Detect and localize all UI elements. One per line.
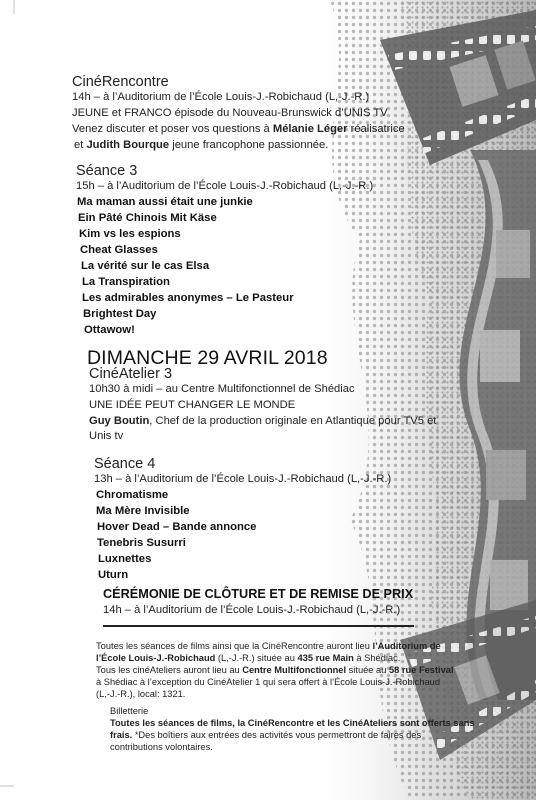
- film-title: Chromatisme: [96, 489, 169, 501]
- billetterie-label: Billetterie: [110, 706, 149, 716]
- film-title: La Transpiration: [82, 276, 170, 288]
- seance3-title: Séance 3: [76, 163, 138, 179]
- film-title: Les admirables anonymes – Le Pasteur: [82, 292, 294, 304]
- ceremonie-title: CÉRÉMONIE DE CLÔTURE ET DE REMISE DE PRIX: [103, 587, 414, 601]
- billetterie-line3: contributions volontaires.: [110, 742, 213, 752]
- film-title: La vérité sur le cas Elsa: [81, 260, 210, 272]
- film-title: Uturn: [98, 569, 129, 581]
- film-title: Ma Mère Invisible: [96, 505, 190, 517]
- cineatelier3-guest-cont: Unis tv: [89, 430, 124, 442]
- cineatelier3-guest: Guy Boutin, Chef de la production originale en Atlantique pour TV5 et: [89, 415, 437, 427]
- film-title: Hover Dead – Bande annonce: [97, 521, 257, 533]
- cinerencontre-description: JEUNE et FRANCO épisode du Nouveau-Brunswick d’UNIS TV: [72, 107, 388, 119]
- cineatelier3-topic: UNE IDÉE PEUT CHANGER LE MONDE: [89, 399, 296, 411]
- note-venue-ateliers: Tous les cinéAteliers auront lieu au Centre Multifonctionnel située au 58 rue Festival: [96, 665, 454, 675]
- film-title: Tenebris Susurri: [97, 537, 186, 549]
- cinerencontre-guests-line1: Venez discuter et poser vos questions à Mélanie Léger réalisatrice: [72, 123, 405, 135]
- guest-guy-boutin: Guy Boutin: [89, 415, 150, 427]
- film-title: Ein Pâté Chinois Mit Käse: [78, 212, 217, 224]
- guest-judith-bourque: Judith Bourque: [86, 139, 170, 151]
- cinerencontre-time-place: 14h – à l’Auditorium de l’École Louis-J.-Robichaud (L,-J.-R.): [72, 91, 370, 103]
- billetterie-line1: Toutes les séances de films, la CinéRencontre et les CinéAteliers sont offerts sans: [110, 718, 475, 728]
- cinerencontre-title: CinéRencontre: [72, 74, 169, 90]
- day-heading: DIMANCHE 29 AVRIL 2018: [87, 347, 328, 369]
- note-venue-ateliers-local: (L,-J.-R.), local: 1321.: [96, 689, 186, 699]
- cinerencontre-guests-line2: et Judith Bourque jeune francophone passionnée.: [74, 139, 329, 151]
- film-title: Ma maman aussi était une junkie: [77, 196, 253, 208]
- film-title: Ottawow!: [84, 324, 135, 336]
- cineatelier3-title: CinéAtelier 3: [89, 366, 173, 382]
- seance3-time-place: 15h – à l’Auditorium de l’École Louis-J.-Robichaud (L,-J.-R.): [76, 180, 374, 192]
- billetterie-line2: frais. *Des boîtiers aux entrées des activités vous permettront de faires des: [110, 730, 422, 740]
- ceremonie-time-place: 14h – à l’Auditorium de l’École Louis-J.-Robichaud (L,-J.-R.): [103, 604, 401, 616]
- film-title: Cheat Glasses: [80, 244, 158, 256]
- seance4-title: Séance 4: [94, 456, 156, 472]
- note-venue-films: Toutes les séances de films ainsi que la CinéRencontre auront lieu l’Auditorium de: [96, 641, 441, 651]
- guest-melanie-leger: Mélanie Léger: [272, 123, 348, 135]
- film-title: Brightest Day: [83, 308, 157, 320]
- note-venue-films-cont: l’École Louis-J.-Robichaud (L,-J.-R.) située au 435 rue Main à Shédiac.: [96, 653, 401, 663]
- film-title: Luxnettes: [98, 553, 152, 565]
- seance4-time-place: 13h – à l’Auditorium de l’École Louis-J.-Robichaud (L,-J.-R.): [94, 473, 392, 485]
- divider: [103, 625, 414, 627]
- cineatelier3-time-place: 10h30 à midi – au Centre Multifonctionnel de Shédiac: [89, 383, 355, 395]
- note-venue-ateliers-cont: à Shédiac à l’exception du CinéAtelier 1 qui sera offert à l’École Louis-J.-Robichaud: [96, 677, 441, 687]
- film-title: Kim vs les espions: [79, 228, 181, 240]
